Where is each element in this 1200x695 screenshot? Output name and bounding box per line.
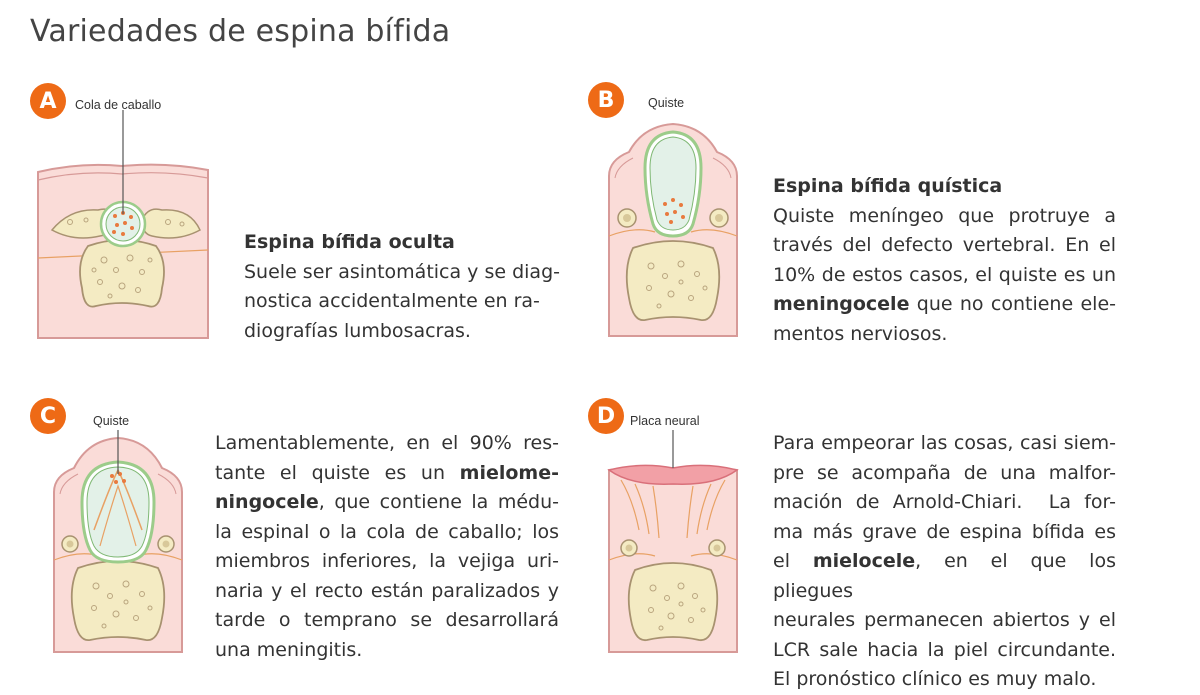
panel-d-line-8: El pronóstico clínico es muy malo. (773, 668, 1097, 690)
panel-d-line-4: ma más grave de espina bífida es (773, 520, 1116, 543)
panel-a-illustration (30, 110, 216, 350)
panel-d-line-1: Para empeorar las cosas, casi siem- (773, 432, 1116, 454)
term-meningocele: meningocele (773, 293, 910, 315)
panel-b-line-1: Quiste meníngeo que protruye a (773, 204, 1116, 227)
panel-d-badge: D (588, 398, 624, 434)
panel-c-badge: C (30, 398, 66, 434)
panel-c-line-1: Lamentablemente, en el 90% res- (215, 432, 559, 454)
panel-d-line-6: neurales permanecen abiertos y el (773, 609, 1116, 631)
panel-b-line-3: 10% de estos casos, el quiste es un (773, 263, 1116, 286)
panel-c-text (215, 429, 559, 665)
panel-b-line-2: través del defecto vertebral. En el (773, 234, 1116, 256)
panel-b-line-4: meningocele que no contiene ele- (773, 293, 1116, 315)
panel-a-line-3: diografías lumbosacras. (244, 319, 471, 342)
panel-a-badge: A (30, 83, 66, 119)
panel-d-line-5: el mielocele, en el que los pliegues (773, 550, 1116, 602)
panel-b-label: Quiste (648, 96, 685, 110)
panel-b-badge: B (588, 82, 624, 118)
panel-c-label: Quiste (93, 414, 130, 428)
panel-a-text (244, 228, 560, 346)
term-mielocele: mielocele (812, 550, 916, 572)
panel-d-illustration (605, 430, 745, 680)
panel-c-line-2: tante el quiste es un mielome- (215, 461, 559, 484)
panel-b-line-5: mentos nerviosos. (773, 322, 948, 345)
panel-d-line-2: pre se acompaña de una malfor- (773, 461, 1116, 484)
panel-b-heading: Espina bífida quística (773, 175, 1003, 197)
panel-c-illustration (50, 430, 190, 680)
panel-c-line-6: naria y el recto están paralizados y (215, 579, 559, 602)
term-mielomeningocele: mielome- (459, 461, 559, 484)
panel-a-line-1: Suele ser asintomática y se diag- (244, 260, 560, 283)
page-title: Variedades de espina bífida (30, 14, 451, 49)
panel-c-line-8: una meningitis. (215, 638, 363, 661)
panel-d-line-7: LCR sale hacia la piel circundante. (773, 638, 1116, 661)
panel-c-line-5: miembros inferiores, la vejiga uri- (215, 550, 559, 572)
panel-b-text (773, 172, 1116, 349)
panel-d-label: Placa neural (630, 414, 700, 428)
panel-d-text (773, 429, 1116, 695)
panel-d-line-3: mación de Arnold-Chiari. La for- (773, 491, 1116, 513)
panel-a-heading: Espina bífida oculta (244, 231, 455, 253)
panel-c-line-4: la espinal o la cola de caballo; los (215, 520, 559, 543)
panel-c-line-7: tarde o temprano se desarrollará (215, 609, 559, 631)
panel-c-line-3: ningocele, que contiene la médu- (215, 491, 559, 513)
panel-a-line-2: nostica accidentalmente en ra- (244, 290, 540, 312)
panel-b-illustration (605, 108, 745, 360)
panel-a-label: Cola de caballo (75, 98, 162, 112)
